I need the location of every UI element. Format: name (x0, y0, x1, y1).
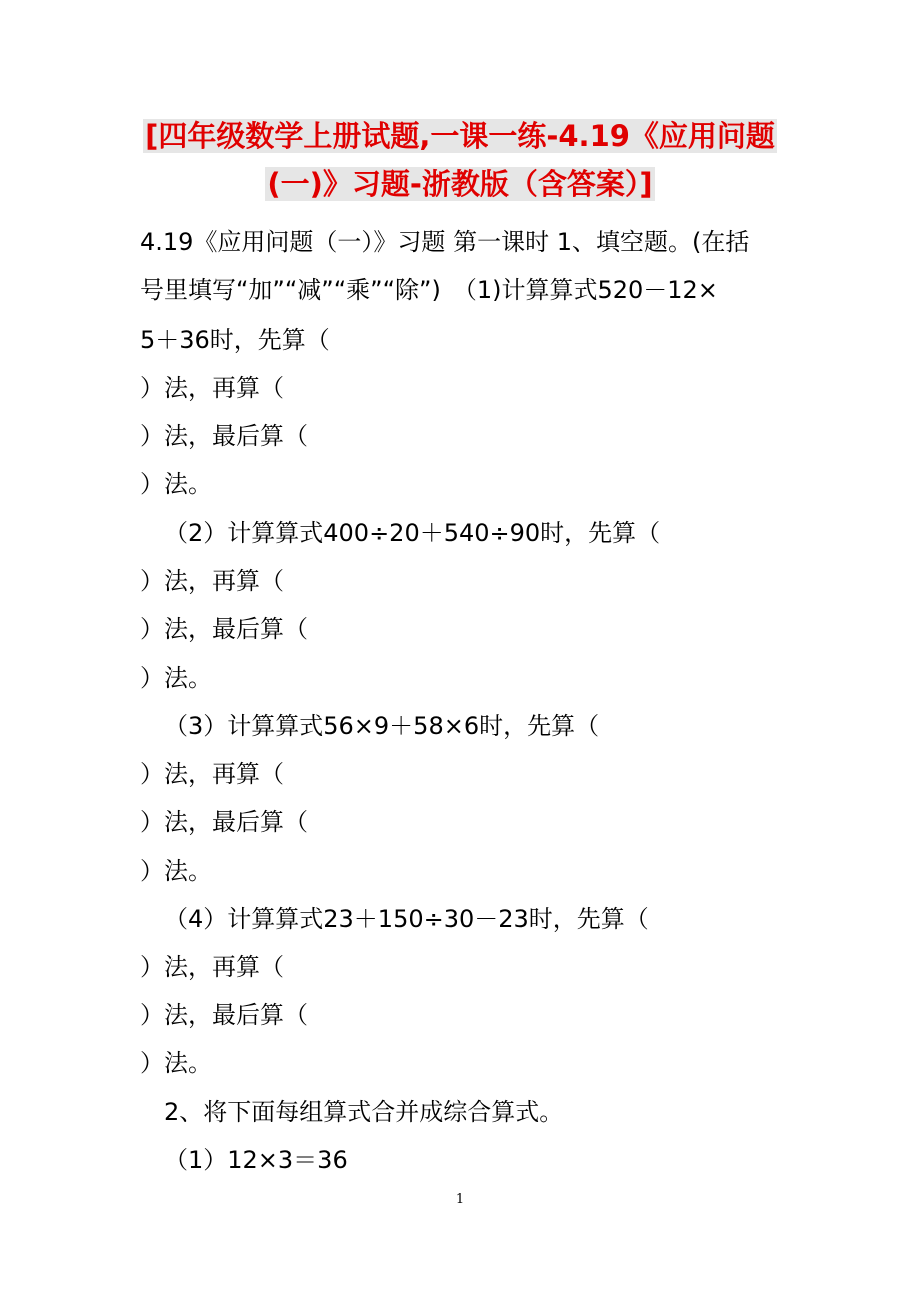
body-line: ）法，最后算（ (140, 615, 308, 643)
body-line: 5＋36时，先算（ (140, 326, 330, 354)
body-line: ）法，再算（ (140, 760, 284, 788)
body-line: （4）计算算式23＋150÷30－23时，先算（ (164, 905, 649, 933)
body-line: ）法，最后算（ (140, 808, 308, 836)
body-line: ）法。 (140, 1049, 212, 1077)
body-line: （3）计算算式56×9＋58×6时，先算（ (164, 712, 600, 740)
body-line: 4.19《应用问题（一）》习题 第一课时 1、填空题。(在括 (140, 228, 750, 256)
body-line: ）法。 (140, 470, 212, 498)
body-line: ）法，再算（ (140, 374, 284, 402)
body-line: 号里填写“加”“减”“乘”“除”) （1)计算算式520－12× (140, 276, 718, 304)
title-line-1: [四年级数学上册试题,一课一练-4.19《应用问题 (145, 119, 775, 153)
body-line: ）法，再算（ (140, 567, 284, 595)
body-line: ）法，最后算（ (140, 1001, 308, 1029)
body-line: ）法，再算（ (140, 953, 284, 981)
body-line: （1）12×3＝36 (164, 1146, 348, 1174)
body-line: ）法，最后算（ (140, 422, 308, 450)
body-line: 2、将下面每组算式合并成综合算式。 (164, 1098, 564, 1126)
body-line: ）法。 (140, 857, 212, 885)
body-line: （2）计算算式400÷20＋540÷90时，先算（ (164, 519, 661, 547)
title-line-2: (一)》习题-浙教版（含答案）] (267, 167, 653, 201)
body-line: ）法。 (140, 664, 212, 692)
page-number: 1 (455, 1192, 465, 1207)
